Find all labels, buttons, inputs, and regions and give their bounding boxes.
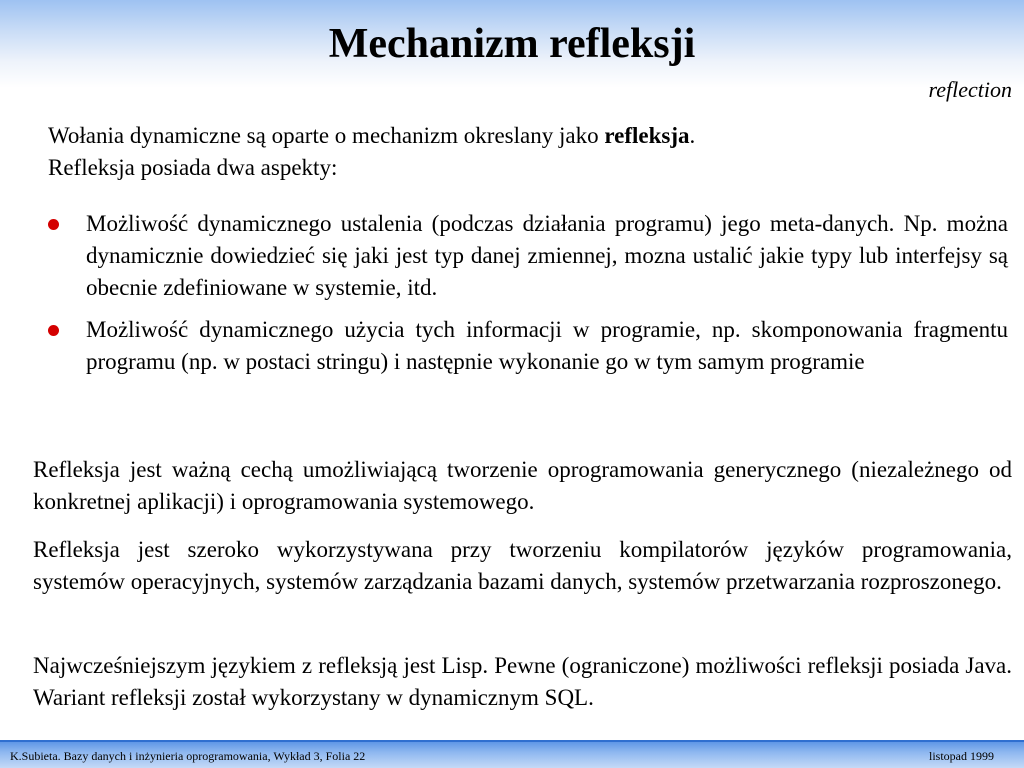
intro-text bbox=[48, 120, 1008, 184]
intro-line-1 bbox=[48, 120, 1008, 152]
footer-band bbox=[0, 740, 1024, 768]
slide-title: Mechanizm refleksji bbox=[328, 21, 696, 67]
bullet-text: Możliwość dynamicznego ustalenia (podczas działania programu) jego meta-danych. Np. można dynamicznie dowiedzieć się jaki jest typ danej zmiennej, mozna ustalić jakie typy lub interfejsy są obecnie zdefiniowane w systemie, itd. bbox=[86, 211, 1008, 300]
slide-subtitle: reflection bbox=[928, 77, 1012, 102]
bullet-dot-icon bbox=[48, 325, 59, 336]
header-band bbox=[0, 0, 1024, 102]
paragraph-history: Najwcześniejszym językiem z refleksją jest Lisp. Pewne (ograniczone) możliwości refleksji posiada Java. Wariant refleksji został wykorzystany w dynamicznym SQL. bbox=[33, 653, 1012, 710]
bullet-list bbox=[48, 208, 1008, 388]
paragraph-usage: Refleksja jest szeroko wykorzystywana przy tworzeniu kompilatorów języków programowania, systemów operacyjnych, systemów zarządzania bazami danych, systemów przetwarzania rozproszonego. bbox=[33, 537, 1012, 594]
intro-line-1-bold: refleksja bbox=[604, 123, 690, 148]
paragraph-generic-software: Refleksja jest ważną cechą umożliwiającą tworzenie oprogramowania generycznego (niezależnego od konkretnej aplikacji) i oprogramowania systemowego. bbox=[33, 457, 1012, 514]
bullet-item bbox=[48, 314, 1008, 378]
intro-line-2: Refleksja posiada dwa aspekty: bbox=[48, 155, 338, 180]
intro-line-1-prefix: Wołania dynamiczne są oparte o mechanizm okreslany jako bbox=[48, 123, 605, 148]
bullet-dot-icon bbox=[48, 219, 59, 230]
bullet-item bbox=[48, 208, 1008, 304]
footer-citation: K.Subieta. Bazy danych i inżynieria oprogramowania, Wykład 3, Folia 22 bbox=[10, 749, 366, 763]
bullet-text: Możliwość dynamicznego użycia tych informacji w programie, np. skomponowania fragmentu programu (np. w postaci stringu) i następnie wykonanie go w tym samym programie bbox=[86, 317, 1008, 374]
footer-date: listopad 1999 bbox=[929, 749, 994, 763]
intro-line-1-suffix: . bbox=[689, 123, 696, 148]
